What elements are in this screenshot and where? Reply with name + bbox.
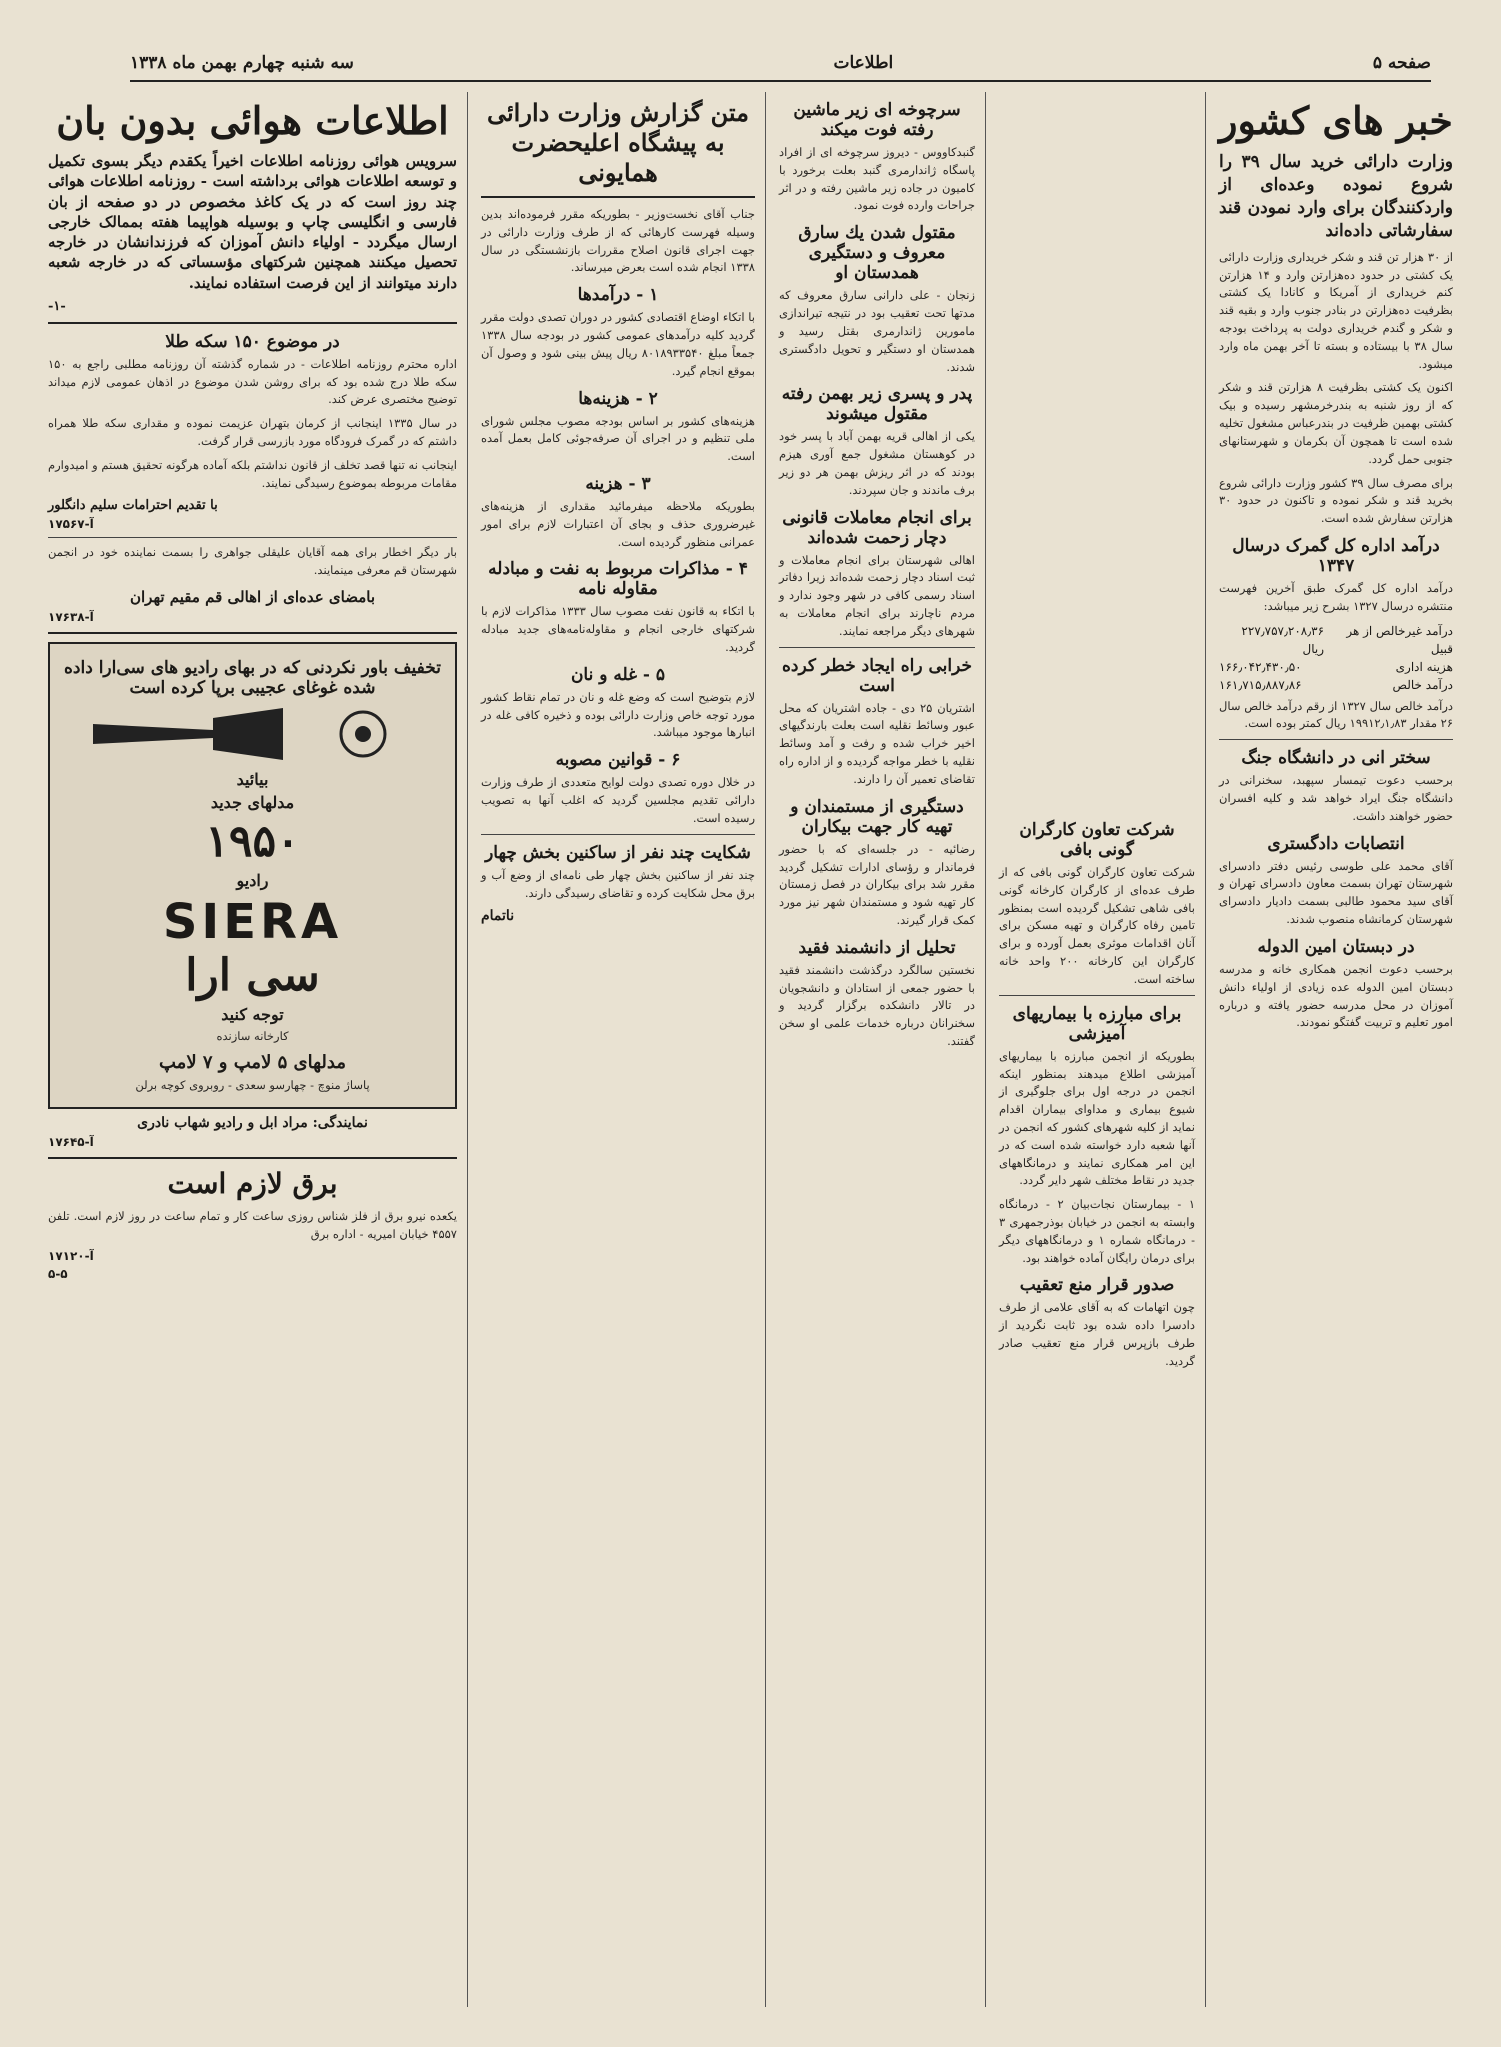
issue-date: سه شنبه چهارم بهمن ماه ۱۳۳۸	[130, 53, 354, 73]
col1-subheading: انتصابات دادگستری	[1267, 833, 1405, 854]
paper-name: اطلاعات	[833, 53, 894, 73]
column-3	[771, 92, 983, 2007]
col1-subheading: سختر انی در دانشگاه جنگ	[1241, 748, 1431, 769]
col3-body: نخستین سالگرد درگذشت دانشمند فقید با حضور جمعی از استادان و دانشجویان در تالار دانشکده برگزار گردید و سخنرانان درباره خدمات علمی او سخن گفتند.	[779, 962, 975, 1048]
page-header	[130, 46, 1431, 82]
column-5	[40, 92, 465, 2007]
col3-subheading: دستگیری از مستمندان و تهیه کار جهت بیکاران	[790, 796, 964, 837]
table-row: درآمد خالص ۱۶۱٫۷۱۵٫۸۸۷٫۸۶	[1219, 677, 1453, 692]
column-rule	[467, 92, 468, 2007]
divider	[48, 537, 457, 538]
col3-body: یکی از اهالی قریه بهمن آباد با پسر خود در کوهستان مشغول جمع آوری هیزم بودند که در اثر ریزش بهمن هر دو زیر برف ماندند و جان سپردند.	[779, 429, 975, 497]
col4-body: لازم بتوضیح است که وضع غله و نان در تمام نقاط کشور مورد توجه خاص وزارت دارائی بوده و ذخیره کافی غله در انبارها موجود میباشد.	[481, 689, 755, 740]
col1-subheading: درآمد اداره کل گمرک درسال ۱۳۴۷	[1232, 535, 1440, 576]
col4-body: در خلال دوره تصدی دولت لوایح متعددی از طرف وزارت دارائی تقدیم مجلسین گردید که اغلب آنها به تصویب رسیده است.	[481, 775, 755, 825]
col3-body: اشتریان ۲۵ دی - جاده اشتریان که محل عبور وسائط نقلیه است بعلت بارندگیهای اخیر خراب شده و رفت و آمد وسائط نقلیه با خطر مواجه گردیده و از اداره راه تقاضای تعمیر آن را دارند.	[779, 700, 975, 786]
column-rule	[985, 92, 986, 2007]
customs-income-table	[1219, 622, 1453, 694]
col1-title: خبر های کشور	[1219, 98, 1453, 143]
divider	[48, 322, 457, 324]
column-rule	[1205, 92, 1206, 2007]
col4-body: بطوریکه ملاحظه میفرمائید مقداری از هزینه‌های غیرضروری حذف و بجای آن اعتبارات لازم برای امور عمرانی منظور گردیده است.	[481, 498, 755, 549]
col3-subheading: تحلیل از دانشمند فقید	[798, 937, 956, 958]
divider	[481, 834, 755, 835]
col4-subheading: ۲ - هزینه‌ها	[578, 388, 658, 409]
col3-subheading: برای انجام معاملات قانونی دچار زحمت شده‌اند	[782, 507, 972, 548]
col4-subheading: ۶ - قوانین مصوبه	[555, 750, 681, 771]
page-foot: ۵-۵	[48, 1267, 68, 1282]
ad-ref: آ-۱۷۱۲۰	[48, 1249, 94, 1264]
col4-subheading: ۵ - غله و نان	[570, 664, 666, 685]
col5-title: اطلاعات هوائی بدون بان	[56, 98, 449, 143]
divider	[48, 1157, 457, 1159]
col4-body: با اتکاء به قانون نفت مصوب سال ۱۳۳۳ مذاکرات لازم با شرکتهای خارجی انجام و مقاوله‌نامه‌های جدید مبادله گردید.	[481, 604, 755, 654]
col3-subheading: پدر و پسری زیر بهمن رفته مقتول میشوند	[781, 384, 973, 425]
col4-subheading: شکایت چند نفر از ساکنین بخش چهار	[485, 842, 751, 863]
col2-body: چون اتهامات که به آقای علامی از طرف دادسرا داده شده بود ثابت نگردید از طرف بازپرس قرار منع تعقیب صادر گردید.	[999, 1300, 1195, 1368]
ad-line: توجه کنید	[221, 1005, 284, 1025]
notice-signature: بامضای عده‌ای از اهالی قم مقیم تهران	[130, 588, 375, 607]
col3-subheading: سرچوخه ای زیر ماشین رفته فوت میکند	[793, 100, 961, 140]
divider	[999, 995, 1195, 996]
col5-subheading: در موضوع ۱۵۰ سکه طلا	[165, 331, 340, 352]
divider	[779, 647, 975, 648]
ad2-title: برق لازم است	[167, 1166, 338, 1200]
col4-subheading: ۳ - هزینه	[585, 473, 651, 494]
ad-branches: پاساژ منوچ - چهارسو سعدی - روبروی کوچه برلن	[135, 1077, 370, 1092]
ad-line: رادیو	[236, 871, 269, 891]
divider	[48, 632, 457, 634]
col1-body: برحسب دعوت تیمسار سپهبد، سخنرانی در دانشگاه جنگ ایراد خواهد شد و کلیه افسران حضور خواهند داشت.	[1219, 773, 1453, 823]
col1-subheading: در دبستان امین الدوله	[1257, 936, 1415, 957]
col1-body: از ۳۰ هزار تن قند و شکر خریداری وزارت دارائی یک کشتی در حدود ده‌هزارتن وارد و ۱۴ هزارتن کنم خریداری از آمریکا و کانادا یک کشتی بظرفیت ده‌هزارتن در بنادر جنوب وارد و بقیه قند و شکر و گندم خریداری دولت به پرداخت بودجه سال ۳۸ با بیستاده و بسته تا آخر بهمن ماه وارد میشود.	[1219, 249, 1453, 371]
column-2	[991, 92, 1203, 2007]
ad-agent: نمایندگی: مراد ابل و رادیو شهاب نادری	[137, 1114, 368, 1131]
ad-line: بیائید	[236, 770, 269, 790]
col3-body: زنجان - علی دارانی سارق معروف که مدتها تحت تعقیب بود در نتیجه تیراندازی مامورین ژاندارمری بقتل رسید و همدستان او دستگیر و تحویل دادگستری شدند.	[779, 288, 975, 374]
col5-body: اینجانب نه تنها قصد تخلف از قانون نداشتم بلکه آماده هرگونه تحقیق هستم و امیدوارم مقامات مربوطه بموضوع رسیدگی نمایند.	[48, 457, 457, 490]
col1-body: برای مصرف سال ۳۹ کشور وزارت دارائی شروع بخرید قند و شکر نموده و تاکنون در حدود ۳۰ هزارتن سفارش شده است.	[1219, 475, 1454, 526]
notice-text: بار دیگر اخطار برای همه آقایان علیقلی جواهری را بسمت نماینده خود در انجمن شهرستان قم معرفی مینمایند.	[48, 545, 457, 578]
col4-title: متن گزارش وزارت دارائی به پیشگاه اعلیحضرت همایونی	[487, 98, 749, 187]
letter-signature: با تقدیم احترامات سلیم دانگلور	[48, 498, 218, 514]
col3-subheading: مقتول شدن یك سارق معروف و دستگیری همدستان او	[798, 223, 956, 284]
col2-subheading: صدور قرار منع تعقیب	[1019, 1275, 1175, 1296]
col4-body: جناب آقای نخست‌وزیر - بطوریکه مقرر فرموده‌اند بدین وسیله فهرست کارهائی که از طرف وزارت دارائی در جهت اجرای قانون اصلاح مقررات بازنشستگی در سال ۱۳۳۸ انجام شده است بعرض میرساند.	[481, 207, 755, 275]
table-row: درآمد غیرخالص از هر قبیل ۲۲۷٫۷۵۷٫۲۰۸٫۳۶ ریال	[1241, 623, 1453, 656]
divider	[481, 196, 755, 198]
col1-body: درآمد خالص سال ۱۳۲۷ از رقم درآمد خالص سال ۲۶ مقدار ۱۹۹۱۲٫۱٫۸۳ ریال کمتر بوده است.	[1219, 698, 1454, 731]
trumpet-icon	[56, 704, 449, 764]
column-4	[473, 92, 763, 2007]
col3-body: اهالی شهرستان برای انجام معاملات و ثبت اسناد دچار زحمت شده‌اند زیرا دفاتر اسناد رسمی کافی در شهر وجود ندارد و مردم ناچارند برای انجام معاملات به شهرهای دیگر مراجعه نمایند.	[779, 552, 975, 638]
col4-body: چند نفر از ساکنین بخش چهار طی نامه‌ای از وضع آب و برق محل شکایت کرده و تقاضای رسیدگی دارند.	[481, 867, 755, 900]
col2-body: ۱ - بیمارستان نجات‌بیان ۲ - درمانگاه وابسته به انجمن در خیابان بوذرجمهری ۳ - درمانگاه شماره ۱ و درمانگاههای دیگر برای درمان رایگان آماده خواهند بود.	[999, 1197, 1195, 1265]
col1-lead: وزارت دارائی خرید سال ۳۹ را شروع نموده وعده‌ای از واردکنندگان برای وارد نمودن قند سفارشاتی داده‌اند	[1219, 152, 1453, 241]
col3-subheading: خرابی راه ایجاد خطر کرده است	[782, 655, 972, 696]
col1-body: آقای محمد علی طوسی رئیس دفتر دادسرای شهرستان تهران بسمت معاون دادسرای تهران و آقای سید محمود طالبی بسمت دادیار دادسرای شهرستان کرمانشاه منصوب شدند.	[1219, 858, 1453, 927]
column-rule	[765, 92, 766, 2007]
col2-body: بطوریکه از انجمن مبارزه با بیماریهای آمیزشی اطلاع میدهند بمنظور اینکه انجمن در درجه اول برای جلوگیری از شیوع بیماری و مداوای بیماران اقدام نماید از کلیه شهرهای کشور که انجمن در آنها شعبه دارد خواسته شده است که در این امر همکاری نمایند و درمانگاههای جدید در نقاط مختلف شهر دایر گردد.	[999, 1048, 1195, 1188]
continued-label: ناتمام	[481, 908, 515, 925]
ad-headline: تخفیف باور نکردنی که در بهای رادیو های سی‌ارا داده شده غوغای عجیبی برپا کرده است	[64, 658, 441, 699]
ad-models: مدلهای ۵ لامپ و ۷ لامپ	[159, 1051, 346, 1073]
col2-body: شرکت تعاون کارگران گونی بافی که از طرف عده‌ای از کارگران کارخانه گونی بافی شاهی تشکیل گردیده است بمنظور تامین رفاه کارگران و تهیه مسکن برای آنان اقدامات موثری بعمل آورده و برای کارگران این کارخانه ۲۰۰ واحد خانه ساخته است.	[999, 865, 1195, 986]
ad2-body: یکعده نیرو برق از فلز شناس روزی ساعت کار و تمام ساعت در روز لازم است. تلفن ۴۵۵۷ خیابان امیریه - اداره برق	[48, 1208, 457, 1241]
siera-radio-ad	[48, 642, 457, 1109]
col3-body: رضائیه - در جلسه‌ای که با حضور فرماندار و رؤسای ادارات تشکیل گردید مقرر شد برای بیکاران در فصل زمستان کار تهیه شود و مستمندان شهر نیز مورد کمک قرار گیرند.	[779, 841, 975, 927]
page-number: صفحه ۵	[1372, 53, 1431, 73]
col4-subheading: ۱ - درآمدها	[577, 285, 659, 306]
col5-body: در سال ۱۳۳۵ اینجانب از کرمان بتهران عزیمت نموده و مقداری سکه طلا همراه داشتم که در گمرک فرودگاه مورد بازرسی قرار گرفت.	[48, 416, 457, 448]
col5-lead: سرویس هوائی روزنامه اطلاعات اخیراً یکقدم دیگر بسوی تکمیل و توسعه اطلاعات هوائی برداشته است - روزنامه اطلاعات هوائی چند روز است که در یک کاغذ مخصوص در دو صفحه از بان فارسی و انگلیسی چاپ و بوسیله هواپیما هفته بممالک خارجی ارسال میگردد - اولیاء دانش آموزان که فرزندانشان در خارجه تحصیل میکنند همچنین شرکتهای مؤسساتی که در خارجه شعبه دارند میتوانند از این فرصت استفاده نمایند.	[48, 152, 457, 292]
col4-body: هزینه‌های کشور بر اساس بودجه مصوب مجلس شورای ملی تنظیم و در اجرای آن صرفه‌جوئی کامل بعمل آمده است.	[481, 413, 755, 464]
ad-ref: آ-۱۷۵۶۷	[48, 517, 94, 532]
col1-body: اکنون یک کشتی بظرفیت ۸ هزارتن قند و شکر که از روز شنبه به بندرخرمشهر رسیده و بیک کشتی بهمین ظرفیت در بندرعباس مشغول تخلیه شده است تا همچون آن بکرمان و شهرستانهای جنوبی حمل گردد.	[1219, 380, 1454, 466]
col2-subheading: شرکت تعاون کارگران گونی بافی	[1019, 820, 1175, 860]
col4-body: با اتکاء اوضاع اقتصادی کشور در دوران تصدی دولت مقرر گردید کلیه درآمدهای عمومی کشور در بودجه سال ۱۳۳۸ جمعاً مبلغ ۸۰۱۸۹۳۳۵۴۰ ریال پیش بینی شود و وصول آن بموقع انجام گیرد.	[481, 310, 755, 378]
col2-subheading: برای مبارزه با بیماریهای آمیزشی	[1012, 1003, 1182, 1044]
ad-year: ۱۹۵۰	[205, 816, 300, 868]
col5-lead-end: -۱-	[48, 298, 66, 314]
col3-body: گنبدکاووس - دیروز سرچوخه ای از افراد پاسگاه ژاندارمری گنبد بعلت برخورد با کامیون در جاده زیر ماشین رفته و در اثر جراحات وارده فوت نمود.	[779, 145, 975, 213]
ad-ref: آ-۱۷۶۴۵	[48, 1134, 94, 1149]
ad-line: مدلهای جدید	[210, 793, 295, 813]
col1-body: برحسب دعوت انجمن همکاری خانه و مدرسه دبستان امین الدوله عده زیادی از اولیاء دانش آموزان در محل مدرسه حضور یافته و درباره امور تعلیم و تربیت گفتگو نمودند.	[1219, 961, 1453, 1030]
siera-logo: SIERA	[162, 894, 343, 951]
col1-body: درآمد اداره کل گمرک طبق آخرین فهرست منتشره درسال ۱۳۲۷ بشرح زیر میباشد:	[1219, 580, 1453, 613]
ad-ref: آ-۱۷۶۳۸	[48, 610, 94, 625]
ad-line: کارخانه سازنده	[216, 1029, 289, 1044]
col4-subheading: ۴ - مذاکرات مربوط به نفت و مبادله مقاوله نامه	[488, 559, 748, 600]
brand-fa: سی ارا	[185, 950, 320, 1002]
table-row: هزینه اداری ۱۶۶٫۰۴۲٫۴۳۰٫۵۰	[1219, 659, 1453, 674]
col5-body: اداره محترم روزنامه اطلاعات - در شماره گذشته آن روزنامه مطلبی راجع به ۱۵۰ سکه طلا درج شده بود که برای روشن شدن موضوع در اذهان عمومی لازم میداند توضیح مختصری عرض کند.	[48, 356, 457, 407]
column-1	[1211, 92, 1461, 2007]
divider	[1219, 739, 1453, 740]
